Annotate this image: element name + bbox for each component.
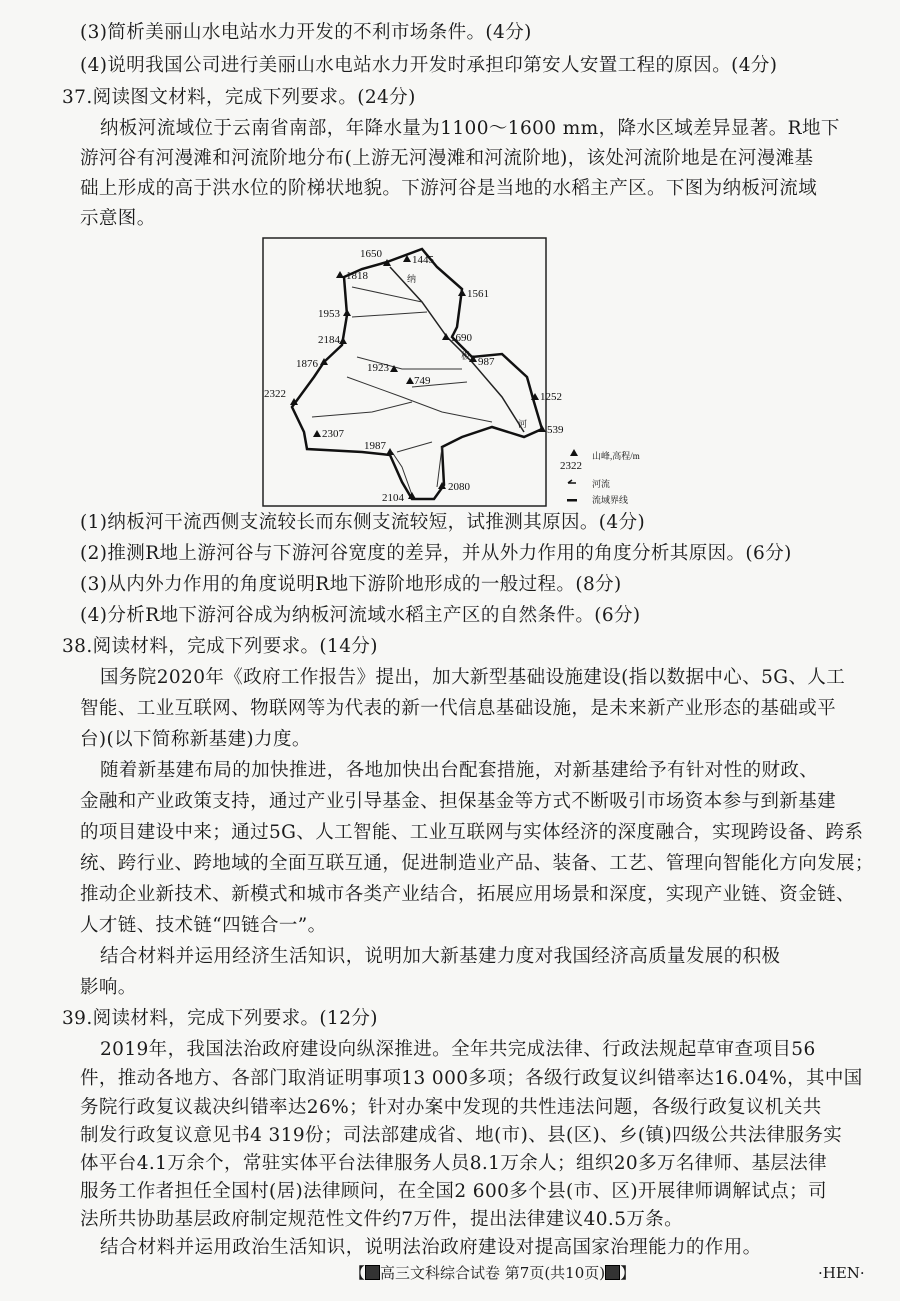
river-name-he: 河 bbox=[518, 419, 528, 429]
peak-label: 2307 bbox=[322, 428, 344, 440]
peak-label: 2322 bbox=[264, 388, 286, 400]
peak-label: 1650 bbox=[360, 248, 382, 260]
river-name-ban: 板 bbox=[461, 351, 471, 361]
q39-paragraph: 制发行政复议意见书4 319份；司法部建成省、地(市)、县(区)、乡(镇)四级公共法律服务实 bbox=[80, 1125, 843, 1146]
q38-paragraph: 智能、工业互联网、物联网等为代表的新一代信息基础设施，是未来新产业形态的基础或平 bbox=[80, 698, 837, 719]
peak-label: 987 bbox=[478, 356, 495, 368]
legend-river: 河流 bbox=[592, 479, 611, 489]
footer-text: 高三文科综合试卷 第7页(共10页) bbox=[380, 1264, 606, 1282]
q37-paragraph: 础上形成的高于洪水位的阶梯状地貌。下游河谷是当地的水稻主产区。下图为纳板河流域 bbox=[80, 178, 818, 199]
diamond-icon bbox=[605, 1265, 620, 1280]
peak-label: 1987 bbox=[364, 440, 386, 452]
footer-code: ·HEN· bbox=[818, 1264, 865, 1282]
map-legend bbox=[560, 449, 640, 505]
question-37-2: (2)推测R地上游河谷与下游河谷宽度的差异，并从外力作用的角度分析其原因。(6分) bbox=[80, 543, 792, 564]
q39-paragraph: 2019年，我国法治政府建设向纵深推进。全年共完成法律、行政法规起草审查项目56 bbox=[100, 1039, 816, 1060]
naban-river-basin-map bbox=[262, 237, 682, 509]
peak-label: 1876 bbox=[296, 358, 318, 370]
q38-paragraph: 影响。 bbox=[80, 977, 137, 998]
river-name-na: 纳 bbox=[407, 274, 417, 284]
peak-label: 1252 bbox=[540, 391, 562, 403]
diamond-icon bbox=[365, 1265, 380, 1280]
peak-marker bbox=[538, 424, 564, 436]
peak-label: 1923 bbox=[367, 362, 389, 374]
peak-label: 1561 bbox=[467, 288, 489, 300]
question-38-title: 38.阅读材料，完成下列要求。(14分) bbox=[62, 636, 378, 657]
peak-label: 539 bbox=[547, 424, 564, 436]
q39-paragraph: 务院行政复议裁决纠错率达26%；针对办案中发现的共性违法问题，各级行政复议机关共 bbox=[80, 1097, 822, 1118]
q38-paragraph: 结合材料并运用经济生活知识，说明加大新基建力度对我国经济高质量发展的积极 bbox=[100, 946, 781, 967]
peak-marker bbox=[442, 332, 473, 344]
peak-label: 2104 bbox=[382, 492, 404, 504]
peak-marker bbox=[469, 355, 495, 368]
q37-paragraph: 示意图。 bbox=[80, 208, 156, 229]
question-36-3: (3)简析美丽山水电站水力开发的不利市场条件。(4分) bbox=[80, 22, 532, 43]
legend-peak-value: 2322 bbox=[560, 460, 582, 472]
peak-marker bbox=[367, 362, 398, 374]
q39-paragraph: 件，推动各地方、各部门取消证明事项13 000多项；各级行政复议纠错率达16.04%，其中国 bbox=[80, 1068, 863, 1089]
q39-paragraph: 服务工作者担任全国村(居)法律顾问，在全国2 600多个县(市、区)开展律师调解试点；司 bbox=[80, 1181, 827, 1202]
question-37-1: (1)纳板河干流西侧支流较长而东侧支流较短，试推测其原因。(4分) bbox=[80, 512, 646, 533]
legend-peak: 山峰,高程/m bbox=[592, 451, 640, 461]
q39-paragraph: 体平台4.1万余个，常驻实体平台法律服务人员8.1万余人；组织20多万名律师、基层法律 bbox=[80, 1153, 828, 1174]
peak-marker bbox=[531, 391, 562, 403]
map-frame bbox=[263, 238, 546, 506]
peak-marker bbox=[296, 358, 328, 370]
peak-marker bbox=[406, 375, 431, 387]
peak-marker bbox=[313, 428, 345, 440]
peak-marker bbox=[360, 248, 391, 266]
peak-label: 749 bbox=[414, 375, 431, 387]
q38-paragraph: 金融和产业政策支持，通过产业引导基金、担保基金等方式不断吸引市场资本参与到新基建 bbox=[80, 791, 837, 812]
peak-label: 1445 bbox=[412, 254, 434, 266]
q38-paragraph: 台)(以下简称新基建)力度。 bbox=[80, 729, 311, 750]
peak-label: 1690 bbox=[450, 332, 472, 344]
q39-paragraph: 结合材料并运用政治生活知识，说明法治政府建设对提高国家治理能力的作用。 bbox=[100, 1237, 762, 1258]
q38-paragraph: 人才链、技术链“四链合一”。 bbox=[80, 915, 327, 936]
q38-paragraph: 的项目建设中来；通过5G、人工智能、工业互联网与实体经济的深度融合，实现跨设备、跨系 bbox=[80, 822, 864, 843]
legend-boundary: 流域界线 bbox=[592, 495, 629, 505]
q39-paragraph: 法所共协助基层政府制定规范性文件约7万件，提出法律建议40.5万条。 bbox=[80, 1209, 684, 1230]
question-37-title: 37.阅读图文材料，完成下列要求。(24分) bbox=[62, 87, 416, 108]
peak-label: 2184 bbox=[318, 334, 340, 346]
q38-paragraph: 推动企业新技术、新模式和城市各类产业结合，拓展应用场景和深度，实现产业链、资金链、 bbox=[80, 884, 855, 905]
question-37-4: (4)分析R地下游河谷成为纳板河流域水稻主产区的自然条件。(6分) bbox=[80, 605, 641, 626]
peak-label: 1818 bbox=[346, 270, 368, 282]
peak-marker bbox=[382, 492, 416, 504]
peak-marker bbox=[403, 254, 435, 266]
peak-label: 2080 bbox=[448, 481, 470, 493]
q38-paragraph: 统、跨行业、跨地域的全面互联互通，促进制造业产品、装备、工艺、管理向智能化方向发展； bbox=[80, 853, 874, 874]
question-39-title: 39.阅读材料，完成下列要求。(12分) bbox=[62, 1008, 378, 1029]
peak-marker bbox=[336, 270, 369, 282]
q38-paragraph: 随着新基建布局的加快推进，各地加快出台配套措施，对新基建给予有针对性的财政、 bbox=[100, 760, 819, 781]
peak-label: 1953 bbox=[318, 308, 340, 320]
q37-paragraph: 游河谷有河漫滩和河流阶地分布(上游无河漫滩和河流阶地)，该处河流阶地是在河漫滩基 bbox=[80, 148, 814, 169]
q38-paragraph: 国务院2020年《政府工作报告》提出，加大新型基础设施建设(指以数据中心、5G、人工 bbox=[100, 667, 846, 688]
q37-paragraph: 纳板河流域位于云南省南部，年降水量为1100～1600 mm，降水区域差异显著。R地下 bbox=[100, 118, 840, 139]
question-36-4: (4)说明我国公司进行美丽山水电站水力开发时承担印第安人安置工程的原因。(4分) bbox=[80, 55, 778, 76]
question-37-3: (3)从内外力作用的角度说明R地下游阶地形成的一般过程。(8分) bbox=[80, 574, 622, 595]
peak-marker bbox=[264, 388, 298, 405]
basin-boundary bbox=[292, 249, 542, 499]
page-footer: 【 高三文科综合试卷 第7页(共10页) 】 bbox=[350, 1264, 636, 1282]
main-river bbox=[390, 267, 524, 432]
